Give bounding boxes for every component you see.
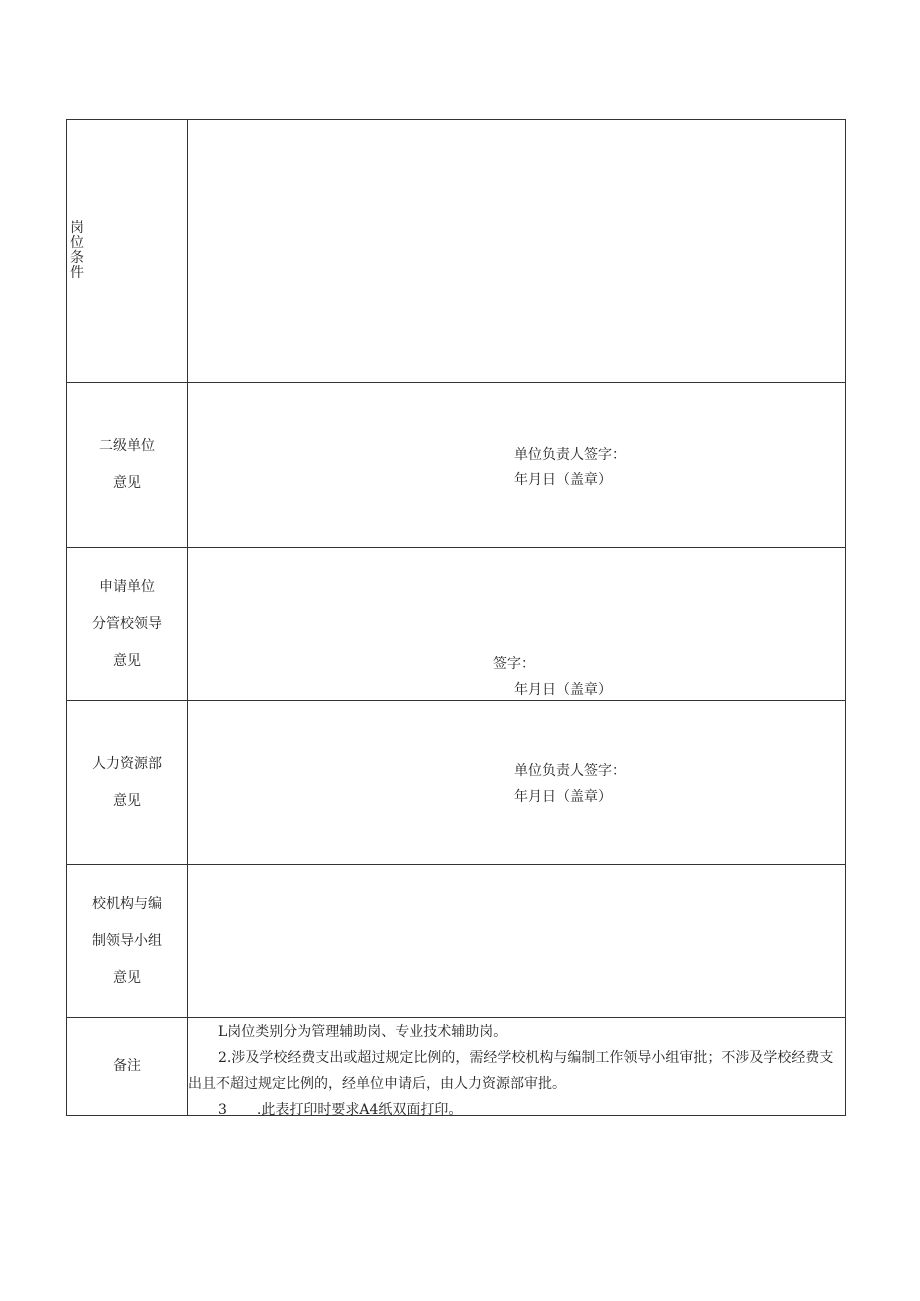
opinion-label: 意见 — [113, 475, 141, 491]
remark-note-3-number: 3 — [218, 1102, 227, 1118]
school-leader-label: 分管校领导 — [92, 615, 162, 632]
signature-label: 单位负责人签字： — [514, 763, 626, 779]
signature-label: 单位负责人签字： — [514, 447, 626, 463]
row-secondary-unit-opinion — [67, 383, 845, 548]
row-position-conditions — [67, 120, 845, 383]
org-group-label-2: 制领导小组 — [92, 932, 162, 949]
row-label — [67, 548, 188, 700]
row-hr-opinion — [67, 701, 845, 865]
applicant-unit-label: 申请单位 — [99, 578, 155, 595]
date-seal-label: 年月日（盖章） — [514, 789, 612, 805]
row-applicant-leader-opinion — [67, 548, 845, 701]
position-conditions-label: 岗位条件 — [70, 220, 84, 281]
signature-label: 签字： — [493, 656, 535, 672]
remark-note-2: 2.涉及学校经费支出或超过规定比例的，需经学校机构与编制工作领导小组审批；不涉及学校经费支出且不超过规定比例的，经单位申请后，由人力资源部审批。 — [188, 1050, 834, 1092]
secondary-unit-opinion-field[interactable] — [188, 383, 845, 547]
position-conditions-field[interactable] — [188, 120, 845, 382]
row-label — [67, 701, 188, 864]
remark-note-1: L岗位类别分为管理辅助岗、专业技术辅助岗。 — [218, 1024, 508, 1040]
approval-form-table — [66, 119, 846, 1116]
remark-note-3 — [188, 1097, 845, 1123]
hr-opinion-field[interactable] — [188, 701, 845, 864]
row-label — [67, 120, 188, 382]
opinion-label: 意见 — [113, 652, 141, 669]
row-label — [67, 1018, 188, 1115]
hr-dept-label: 人力资源部 — [92, 755, 162, 772]
row-org-group-opinion — [67, 865, 845, 1018]
remark-note-3-text: .此表打印时要求A4纸双面打印。 — [256, 1102, 463, 1118]
applicant-leader-opinion-field[interactable] — [188, 548, 845, 700]
row-remarks — [67, 1018, 845, 1118]
remarks-content — [188, 1019, 845, 1123]
row-label — [67, 865, 188, 1017]
org-group-label-1: 校机构与编 — [92, 895, 162, 912]
date-seal-label: 年月日（盖章） — [514, 472, 612, 488]
secondary-unit-label: 二级单位 — [99, 438, 155, 454]
date-seal-label: 年月日（盖章） — [514, 682, 612, 698]
org-group-opinion-field[interactable] — [188, 865, 845, 1017]
opinion-label: 意见 — [113, 792, 141, 809]
row-label — [67, 383, 188, 547]
opinion-label: 意见 — [113, 969, 141, 986]
remarks-label: 备注 — [113, 1058, 141, 1074]
